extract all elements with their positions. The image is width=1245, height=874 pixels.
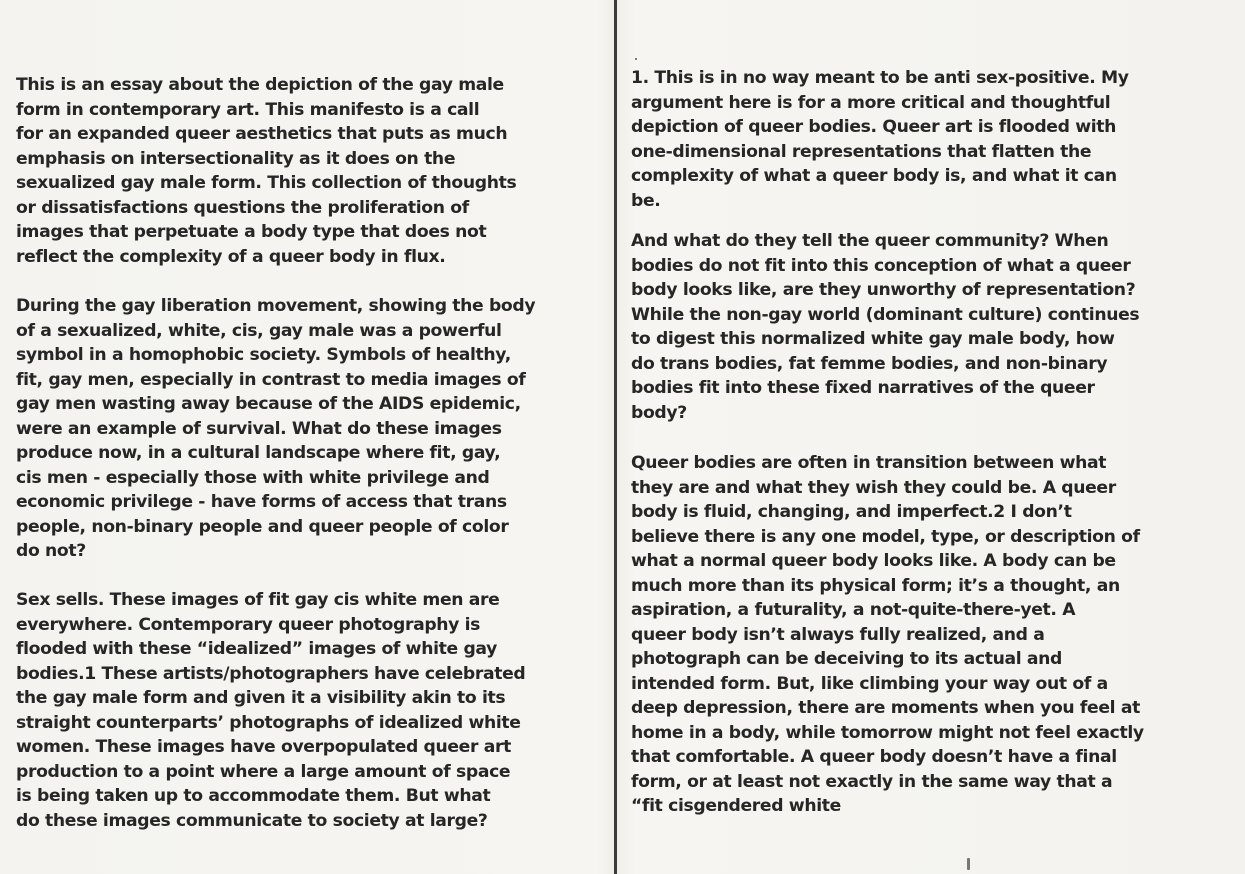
footnote-1: 1. This is in no way meant to be anti sex-positive. My argument here is for a more critical and thoughtful depiction of queer bodies. Queer art is flooded with one-dimensional representations that flatten the complexity of what a queer body is, and what it can be. [631, 68, 1129, 211]
right-page [617, 0, 1245, 874]
right-paragraph-1: And what do they tell the queer community? When bodies do not fit into this conception of what a queer body looks like, are they unworthy of representation? While the non-gay world (dominant culture) continues to digest this normalized white gay male body, how do trans bodies, fat femme bodies, and non-binary bodies fit into these fixed narratives of the queer body? [631, 231, 1140, 423]
left-paragraph-1: This is an essay about the depiction of the gay male form in contemporary art. This manifesto is a call for an expanded queer aesthetics that puts as much emphasis on intersectionality as it does on the sexualized gay male form. This collection of thoughts or dissatisfactions questions the proliferation of images that perpetuate a body type that does not reflect the complexity of a queer body in flux. [16, 75, 517, 267]
left-paragraph-3: Sex sells. These images of fit gay cis white men are everywhere. Contemporary queer photography is flooded with these “idealized” images of white gay bodies.1 These artists/photographers have celebrated the gay male form and given it a visibility akin to its straight counterparts’ photographs of idealized white women. These images have overpopulated queer art production to a point where a large amount of space is being taken up to accommodate them. But what do these images communicate to society at large? [16, 590, 526, 831]
left-page [0, 0, 614, 874]
scan-speck [635, 58, 637, 60]
scan-speck [967, 858, 970, 870]
left-paragraph-2: During the gay liberation movement, showing the body of a sexualized, white, cis, gay male was a powerful symbol in a homophobic society. Symbols of healthy, fit, gay men, especially in contrast to media images of gay men wasting away because of the AIDS epidemic, were an example of survival. What do these images produce now, in a cultural landscape where fit, gay, cis men - especially those with white privilege and economic privilege - have forms of access that trans people, non-binary people and queer people of color do not? [16, 296, 536, 561]
right-paragraph-2: Queer bodies are often in transition between what they are and what they wish they could be. A queer body is fluid, changing, and imperfect.2 I don’t believe there is any one model, type, or description of what a normal queer body looks like. A body can be much more than its physical form; it’s a thought, an aspiration, a futurality, a not-quite-there-yet. A queer body isn’t always fully realized, and a photograph can be deceiving to its actual and intended form. But, like climbing your way out of a deep depression, there are moments when you feel at home in a body, while tomorrow might not feel exactly that comfortable. A queer body doesn’t have a final form, or at least not exactly in the same way that a “fit cisgendered white [631, 453, 1144, 816]
